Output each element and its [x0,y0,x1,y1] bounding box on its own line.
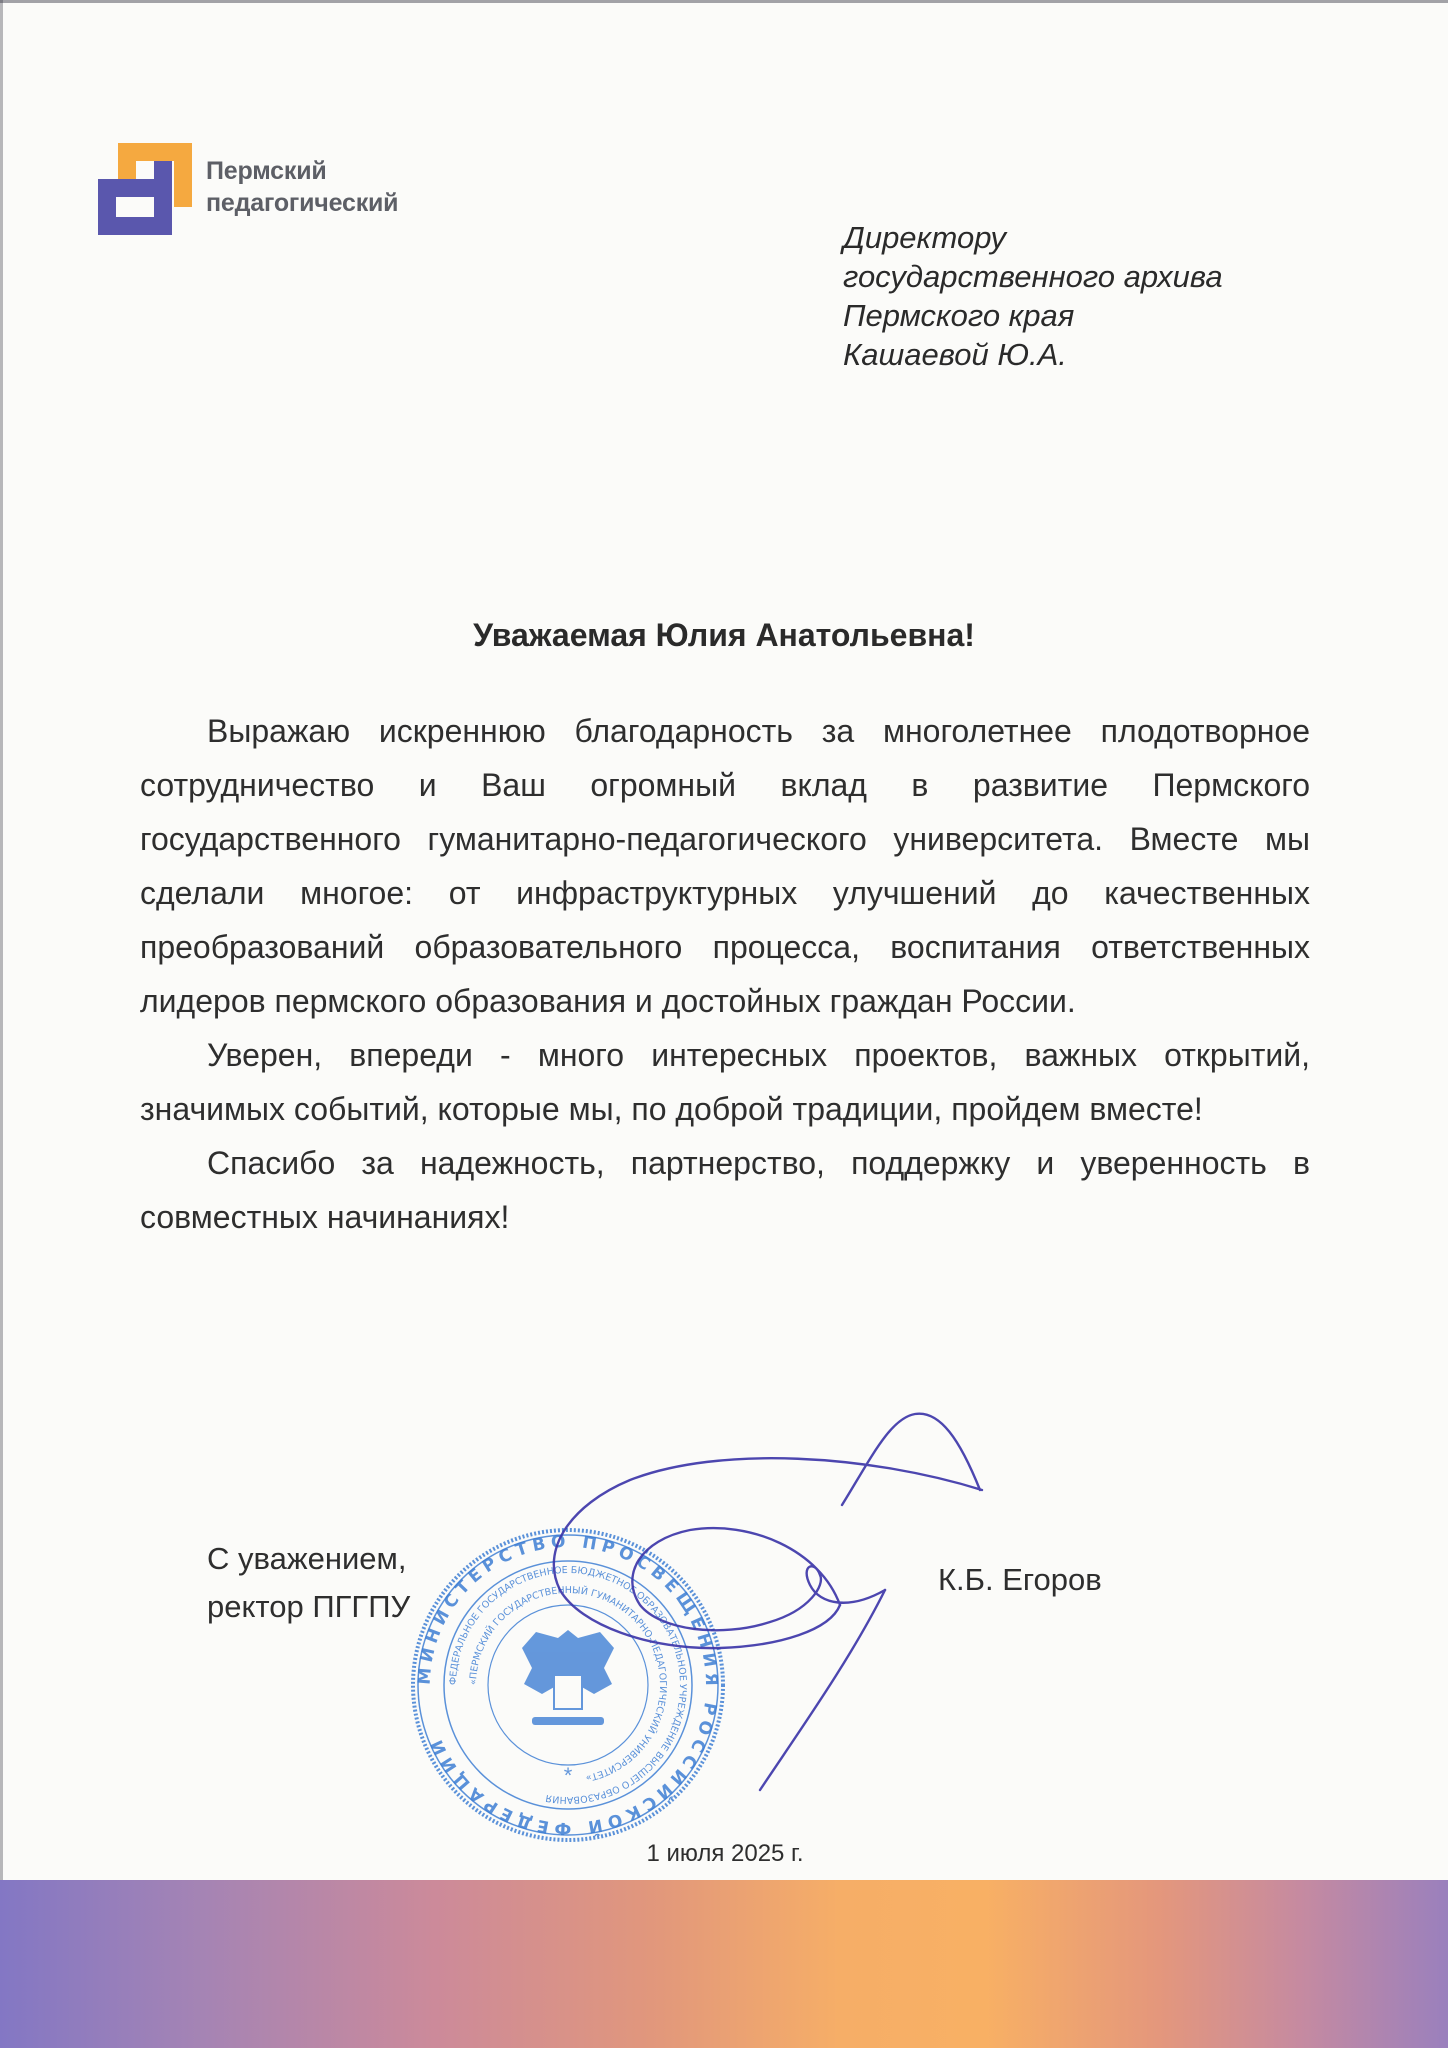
scan-top-edge [0,0,1448,3]
stamp-inner-text: «ПЕРМСКИЙ ГОСУДАРСТВЕННЫЙ ГУМАНИТАРНО-ПЕДАГОГИЧЕСКИЙ УНИВЕРСИТЕТ» [467,1584,669,1784]
university-logo [98,143,458,243]
addressee-line: Пермского края [843,298,1075,333]
paragraph: Спасибо за надежность, партнерство, поддержку и уверенность в совместных начинаниях! [140,1145,1310,1235]
closing-block [207,1535,410,1631]
logo-line-1: Пермский [206,157,327,185]
letter-date [0,1840,1448,1868]
paragraph: Уверен, впереди - много интересных проектов, важных открытий, значимых событий, которые мы, по доброй традиции, пройдем вместе! [140,1037,1310,1127]
closing-line-1: С уважением, [207,1541,407,1576]
salutation: Уважаемая Юлия Анатольевна! [473,617,975,653]
stamp-middle-text: ФЕДЕРАЛЬНОЕ ГОСУДАРСТВЕННОЕ БЮДЖЕТНОЕ ОБРАЗОВАТЕЛЬНОЕ УЧРЕЖДЕНИЕ ВЫСШЕГО ОБРАЗОВАНИЯ [447,1564,689,1806]
stamp-outer-text: МИНИСТЕРСТВО ПРОСВЕЩЕНИЯ РОССИЙСКОЙ ФЕДЕРАЦИИ [414,1531,722,1839]
logo-line-2: педагогический [206,189,399,217]
addressee-line: Кашаевой Ю.А. [843,337,1067,372]
interlocking-squares-logo-icon [98,143,192,235]
closing-line-2: ректор ПГГПУ [207,1589,411,1624]
paragraph: Выражаю искреннюю благодарность за многолетнее плодотворное сотрудничество и Ваш огромный вклад в развитие Пермского государственного гуманитарно-педагогического университета. Вместе мы сделали многое: от инфраструктурных улучшений до качественных преобразований образовательного процесса, воспитания ответственных лидеров пермского образования и достойных граждан России. [140,713,1310,1019]
scan-left-edge [0,0,3,2048]
addressee-block [843,218,1223,374]
letter-body [140,704,1310,1244]
addressee-line: Директору [843,220,1006,255]
handwritten-signature [520,1400,1000,1820]
addressee-line: государственного архива [843,259,1223,294]
footer-gradient-band [0,1880,1448,2048]
date-text: 1 июля 2025 г. [646,1840,804,1867]
signer-name: К.Б. Егоров [938,1562,1102,1597]
svg-text:*: * [563,1763,573,1788]
logo-text [206,155,398,219]
